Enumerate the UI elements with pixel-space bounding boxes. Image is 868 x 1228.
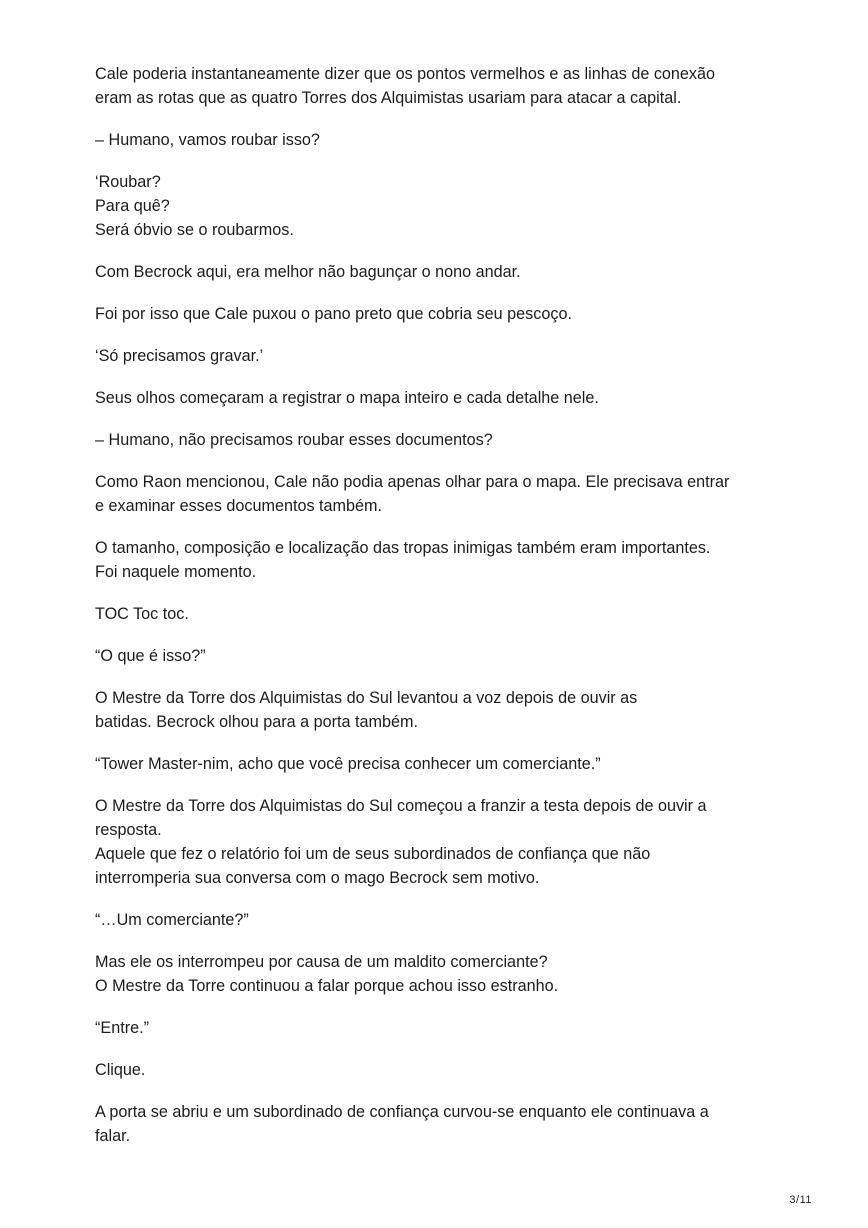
paragraph bbox=[95, 1100, 795, 1148]
paragraph bbox=[95, 686, 795, 734]
text-line: ‘Roubar? bbox=[95, 173, 161, 191]
text-line: Clique. bbox=[95, 1061, 146, 1079]
text-line: falar. bbox=[95, 1127, 131, 1145]
paragraph bbox=[95, 602, 795, 626]
paragraph bbox=[95, 752, 795, 776]
paragraph bbox=[95, 128, 795, 152]
text-line: “…Um comerciante?” bbox=[95, 911, 249, 929]
paragraph bbox=[95, 62, 795, 110]
text-line: e examinar esses documentos também. bbox=[95, 497, 383, 515]
text-line: ‘Só precisamos gravar.’ bbox=[95, 347, 264, 365]
text-line: Com Becrock aqui, era melhor não bagunçar o nono andar. bbox=[95, 263, 521, 281]
document-body bbox=[95, 62, 795, 1166]
text-line: Aquele que fez o relatório foi um de seus subordinados de confiança que não bbox=[95, 845, 651, 863]
paragraph bbox=[95, 908, 795, 932]
paragraph bbox=[95, 170, 795, 242]
paragraph bbox=[95, 1058, 795, 1082]
text-line: – Humano, não precisamos roubar esses documentos? bbox=[95, 431, 493, 449]
text-line: Seus olhos começaram a registrar o mapa inteiro e cada detalhe nele. bbox=[95, 389, 599, 407]
text-line: batidas. Becrock olhou para a porta também. bbox=[95, 713, 419, 731]
paragraph bbox=[95, 536, 795, 584]
paragraph bbox=[95, 386, 795, 410]
text-line: Será óbvio se o roubarmos. bbox=[95, 221, 294, 239]
paragraph bbox=[95, 950, 795, 998]
paragraph bbox=[95, 428, 795, 452]
paragraph bbox=[95, 1016, 795, 1040]
paragraph bbox=[95, 344, 795, 368]
text-line: resposta. bbox=[95, 821, 162, 839]
text-line: Como Raon mencionou, Cale não podia apenas olhar para o mapa. Ele precisava entrar bbox=[95, 473, 730, 491]
text-line: – Humano, vamos roubar isso? bbox=[95, 131, 320, 149]
text-line: Cale poderia instantaneamente dizer que os pontos vermelhos e as linhas de conexão bbox=[95, 65, 716, 83]
text-line: interromperia sua conversa com o mago Becrock sem motivo. bbox=[95, 869, 540, 887]
text-line: A porta se abriu e um subordinado de confiança curvou-se enquanto ele continuava a bbox=[95, 1103, 709, 1121]
paragraph bbox=[95, 644, 795, 668]
text-line: Foi por isso que Cale puxou o pano preto que cobria seu pescoço. bbox=[95, 305, 572, 323]
page-number: 3/11 bbox=[789, 1194, 812, 1206]
text-line: “Tower Master-nim, acho que você precisa conhecer um comerciante.” bbox=[95, 755, 601, 773]
text-line: “Entre.” bbox=[95, 1019, 149, 1037]
text-line: eram as rotas que as quatro Torres dos Alquimistas usariam para atacar a capital. bbox=[95, 89, 682, 107]
text-line: Foi naquele momento. bbox=[95, 563, 257, 581]
text-line: “O que é isso?” bbox=[95, 647, 206, 665]
text-line: TOC Toc toc. bbox=[95, 605, 189, 623]
text-line: O tamanho, composição e localização das tropas inimigas também eram importantes. bbox=[95, 539, 711, 557]
paragraph bbox=[95, 260, 795, 284]
paragraph bbox=[95, 302, 795, 326]
text-line: O Mestre da Torre dos Alquimistas do Sul levantou a voz depois de ouvir as bbox=[95, 689, 638, 707]
text-line: Mas ele os interrompeu por causa de um maldito comerciante? bbox=[95, 953, 548, 971]
paragraph bbox=[95, 794, 795, 890]
text-line: O Mestre da Torre dos Alquimistas do Sul começou a franzir a testa depois de ouvir a bbox=[95, 797, 707, 815]
text-line: O Mestre da Torre continuou a falar porque achou isso estranho. bbox=[95, 977, 559, 995]
paragraph bbox=[95, 470, 795, 518]
text-line: Para quê? bbox=[95, 197, 170, 215]
